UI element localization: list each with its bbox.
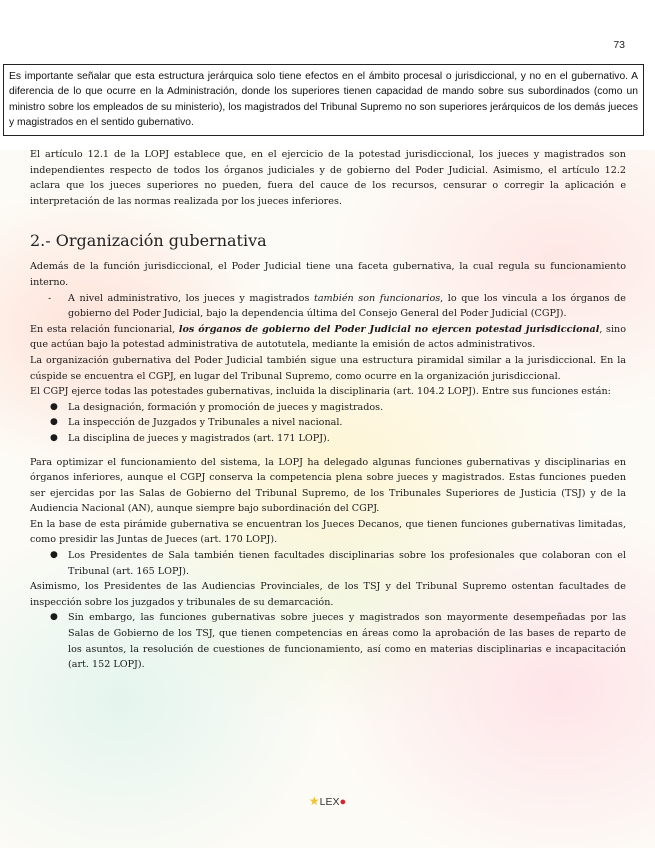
list-item: ● Los Presidentes de Sala también tienen facultades disciplinarias sobre los profesionales que colaboran con el Tribunal (art. 165 LOPJ). bbox=[50, 550, 626, 577]
emphasis-text: también son funcionarios bbox=[313, 292, 441, 304]
list-item: ● Sin embargo, las funciones gubernativas sobre jueces y magistrados son mayormente desempeñadas por las Salas de Gobierno de los TSJ, que tienen competencias en áreas como la aprobación de las bases de reparto de los asuntos, la resolución de cuestiones de funcionamiento, así como en materias disciplinarias e incapacitación (art. 152 LOPJ). bbox=[50, 612, 626, 671]
footer-logo-text: LEX bbox=[319, 796, 340, 808]
paragraph-1: Además de la función jurisdiccional, el Poder Judicial tiene una faceta gubernativa, la cual regula su funcionamiento interno. bbox=[30, 261, 626, 288]
list-item: ● La designación, formación y promoción de jueces y magistrados. bbox=[30, 400, 626, 416]
bold-italic-text: los órganos de gobierno del Poder Judicial no ejercen potestad jurisdiccional bbox=[178, 323, 600, 335]
list-item: ● La inspección de Juzgados y Tribunales a nivel nacional. bbox=[30, 415, 626, 431]
functions-list bbox=[30, 400, 626, 447]
paragraph-7: Asimismo, los Presidentes de las Audiencias Provinciales, de los TSJ y del Tribunal Supremo ostentan facultades de inspección sobre los juzgados y tribunales de su demarcación. bbox=[30, 581, 626, 608]
paragraph-2: En esta relación funcionarial, los órganos de gobierno del Poder Judicial no ejercen potestad jurisdiccional, sino que actúan bajo la potestad administrativa de autotutela, mediante la emisión de actos administrativos. bbox=[30, 323, 626, 351]
intro-paragraph: El artículo 12.1 de la LOPJ establece que, en el ejercicio de la potestad jurisdiccional, los jueces y magistrados son independientes respecto de todos los órganos judiciales y de gobierno del Poder Judicial. Asimismo, el artículo 12.2 aclara que los jueces superiores no pueden, fuera del cauce de los recursos, censurar o corregir la aplicación e interpretación de las normas realizada por los jueces inferiores. bbox=[30, 149, 626, 207]
paragraph-6: En la base de esta pirámide gubernativa se encuentran los Jueces Decanos, que tienen funciones gubernativas limitadas, como presidir las Juntas de Jueces (art. 170 LOPJ). bbox=[30, 518, 626, 546]
page-content bbox=[30, 147, 626, 673]
drop-icon: ● bbox=[339, 796, 347, 808]
list-item: ● La disciplina de jueces y magistrados (art. 171 LOPJ). bbox=[30, 431, 626, 447]
paragraph-5: Para optimizar el funcionamiento del sistema, la LOPJ ha delegado algunas funciones gubernativas y disciplinarias en órganos inferiores, aunque el CGPJ conserva la competencia plena sobre jueces y magistrados. Estas funciones pueden ser ejercidas por las Salas de Gobierno del Tribunal Supremo, de los Tribunales Superiores de Justicia (TSJ) y de la Audiencia Nacional (AN), aunque siempre bajo subordinación del CGPJ. bbox=[30, 456, 626, 515]
list-item: - A nivel administrativo, los jueces y magistrados también son funcionarios, lo que los vincula a los órganos de gobierno del Poder Judicial, bajo la dependencia última del Consejo General del Poder Judicial (CGPJ). bbox=[48, 292, 626, 320]
bullet-icon: ● bbox=[50, 432, 58, 443]
dash-marker: - bbox=[48, 292, 52, 304]
footer-logo bbox=[0, 794, 655, 808]
bullet-icon: ● bbox=[50, 550, 58, 561]
bullet-list-2 bbox=[30, 548, 626, 579]
callout-box bbox=[3, 64, 644, 136]
star-icon: ★ bbox=[308, 794, 320, 808]
dash-list bbox=[30, 291, 626, 322]
section-title: 2.- Organización gubernativa bbox=[30, 231, 267, 251]
paragraph-3: La organización gubernativa del Poder Judicial también sigue una estructura piramidal similar a la jurisdiccional. En la cúspide se encuentra el CGPJ, en lugar del Tribunal Supremo, como ocurre en la organización jurisdiccional. bbox=[30, 354, 626, 382]
bullet-icon: ● bbox=[50, 401, 58, 412]
callout-text: Es importante señalar que esta estructura jerárquica solo tiene efectos en el ámbito procesal o jurisdiccional, y no en el gubernativo. A diferencia de lo que ocurre en la Administración, donde los superiores tienen capacidad de mando sobre sus subordinados (como un ministro sobre los empleados de su ministerio), los magistrados del Tribunal Supremo no son superiores jerárquicos de los demás jueces y magistrados en el sentido gubernativo. bbox=[9, 71, 638, 129]
bullet-icon: ● bbox=[50, 612, 58, 623]
bullet-list-3 bbox=[30, 610, 626, 672]
bullet-icon: ● bbox=[50, 417, 58, 428]
page-number: 73 bbox=[613, 39, 625, 51]
paragraph-4: El CGPJ ejerce todas las potestades gubernativas, incluida la disciplinaria (art. 104.2 LOPJ). Entre sus funciones están: bbox=[30, 386, 611, 398]
